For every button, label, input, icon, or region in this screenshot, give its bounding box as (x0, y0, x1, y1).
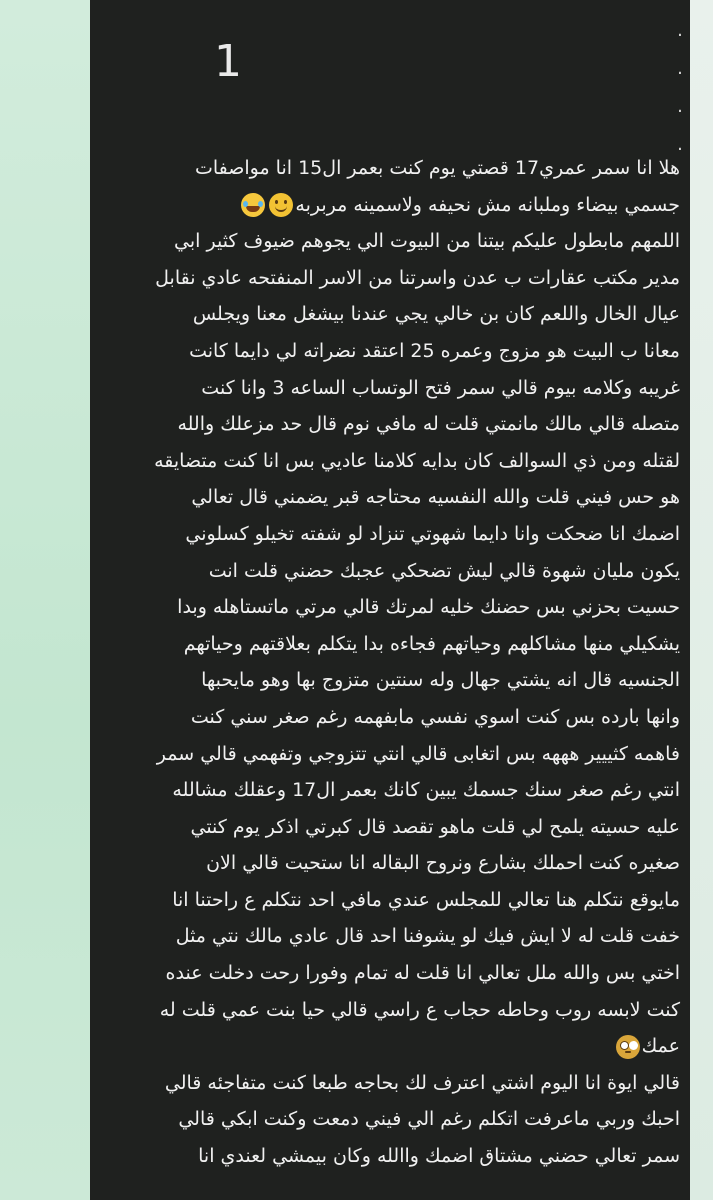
story-line (105, 918, 680, 955)
story-line (105, 187, 680, 224)
story-line-text: احبك وربي ماعرفت اتكلم رغم الي فيني دمعت وكنت ابكي قالي (178, 1108, 680, 1131)
story-line (105, 479, 680, 516)
story-line-text: معانا ب البيت هو مزوج وعمره 25 اعتقد نضراته لي دايما كانت (189, 339, 680, 362)
story-line (105, 882, 680, 919)
story-line-text: خفت قلت له لا ايش فيك لو يشوفنا احد قال عادي مالك نتي مثل (175, 925, 680, 948)
vertical-dots (675, 12, 685, 164)
story-line-text: كنت لابسه روب وحاطه حجاب ع راسي قالي حيا بنت عمي قلت له (159, 998, 680, 1021)
story-line-text: متصله قالي مالك مانمتي قلت له مافي نوم قال حد مزعلك والله (177, 413, 680, 436)
story-line (105, 589, 680, 626)
story-line-text: الجنسيه قال انه يشتي جهال وله سنتين متزوج بها وهو مايحبها (201, 669, 680, 692)
background-right (690, 0, 713, 1200)
story-line-text: عليه حسيته يلمح لي قلت ماهو تقصد قال كبرتي اذكر يوم كنتي (190, 815, 680, 838)
story-line-text: قالي ايوة انا اليوم اشتي اعترف لك بحاجه طبعا كنت متفاجئه قالي (164, 1071, 680, 1094)
story-line (105, 662, 680, 699)
page-number: 1 (214, 36, 242, 87)
story-line-text: اختي بس والله ملل تعالي انا قلت له تمام وفورا رحت دخلت عنده (165, 962, 680, 985)
story-line (105, 1101, 680, 1138)
story-line-text: مدير مكتب عقارات ب عدن واسرتنا من الاسر المنفتحه عادي نقابل (155, 266, 680, 289)
story-line (105, 699, 680, 736)
story-line (105, 553, 680, 590)
story-line-text: عمك (641, 1035, 680, 1058)
story-line-text: مايوقع نتكلم هنا تعالي للمجلس عندي مافي احد نتكلم ع راحتنا انا (172, 888, 680, 911)
story-line-text: جسمي بيضاء وملبانه مش نحيفه ولاسمينه مربربه (295, 193, 680, 216)
story-line-text: وانها بارده بس كنت اسوي نفسي مابفهمه رغم صغر سني كنت (190, 705, 680, 728)
story-line (105, 955, 680, 992)
story-line-text: لقتله ومن ذي السوالف كان بدايه كلامنا عاديي بس انا كنت متضايقه (154, 449, 680, 472)
story-line (105, 809, 680, 846)
story-line (105, 992, 680, 1029)
story-line (105, 260, 680, 297)
story-line (105, 443, 680, 480)
story-line-text: انتي رغم صغر سنك جسمك يبين كانك بعمر ال17 وعقلك مشالله (172, 779, 680, 802)
dot: . (677, 134, 683, 155)
story-line (105, 1028, 680, 1065)
smile-icon (269, 193, 293, 217)
story-line-text: اضمك انا ضحكت وانا دايما شهوتي تنزاد لو شفته تخيلو كسلوني (185, 522, 680, 545)
story-panel (90, 0, 690, 1200)
laugh-icon (241, 193, 265, 217)
story-line (105, 150, 680, 187)
dot: . (677, 96, 683, 117)
flushed-icon (616, 1035, 640, 1059)
story-line-text: يكون مليان شهوة قالي ليش تضحكي عجبك حضني قلت انت (208, 559, 680, 582)
dot: . (677, 58, 683, 79)
story-line (105, 406, 680, 443)
story-line-text: يشكيلي منها مشاكلهم وحياتهم فجاءه بدا يتكلم بعلاقتهم وحياتهم (183, 632, 680, 655)
story-line-text: هو حس فيني قلت والله النفسيه محتاجه قبر يضمني قال تعالي (191, 486, 680, 509)
story-line-text: عيال الخال واللعم كان بن خالي يجي عندنا بيشغل معنا ويجلس (192, 303, 680, 326)
story-line-text: هلا انا سمر عمري17 قصتي يوم كنت بعمر ال15 انا مواصفات (194, 157, 680, 179)
story-line-text: غريبه وكلامه بيوم قالي سمر فتح الوتساب الساعه 3 وانا كنت (201, 376, 680, 399)
story-line (105, 370, 680, 407)
story-line (105, 626, 680, 663)
story-line (105, 333, 680, 370)
story-line-text: سمر تعالي حضني مشتاق اضمك واالله وكان بيمشي لعندي انا (198, 1145, 680, 1168)
story-line (105, 516, 680, 553)
story-line (105, 845, 680, 882)
story-line-text: اللمهم مابطول عليكم بيتنا من البيوت الي يجوهم ضيوف كثير ابي (174, 230, 680, 253)
story-line (105, 772, 680, 809)
story-line (105, 736, 680, 773)
dot: . (677, 20, 683, 41)
story-line (105, 1065, 680, 1102)
background-left (0, 0, 90, 1200)
story-line-text: صغيره كنت احملك بشارع ونروح البقاله انا ستحيت قالي الان (206, 852, 680, 875)
story-line (105, 296, 680, 333)
story-line-text: فاهمه كثييير هههه بس اتغابى قالي انتي تتزوجي وتفهمي قالي سمر (156, 742, 680, 765)
story-text (105, 150, 680, 1175)
story-line (105, 223, 680, 260)
story-line-text: حسيت بحزني بس حضنك خليه لمرتك قالي مرتي ماتستاهله وبدا (177, 596, 680, 619)
story-line (105, 1138, 680, 1175)
